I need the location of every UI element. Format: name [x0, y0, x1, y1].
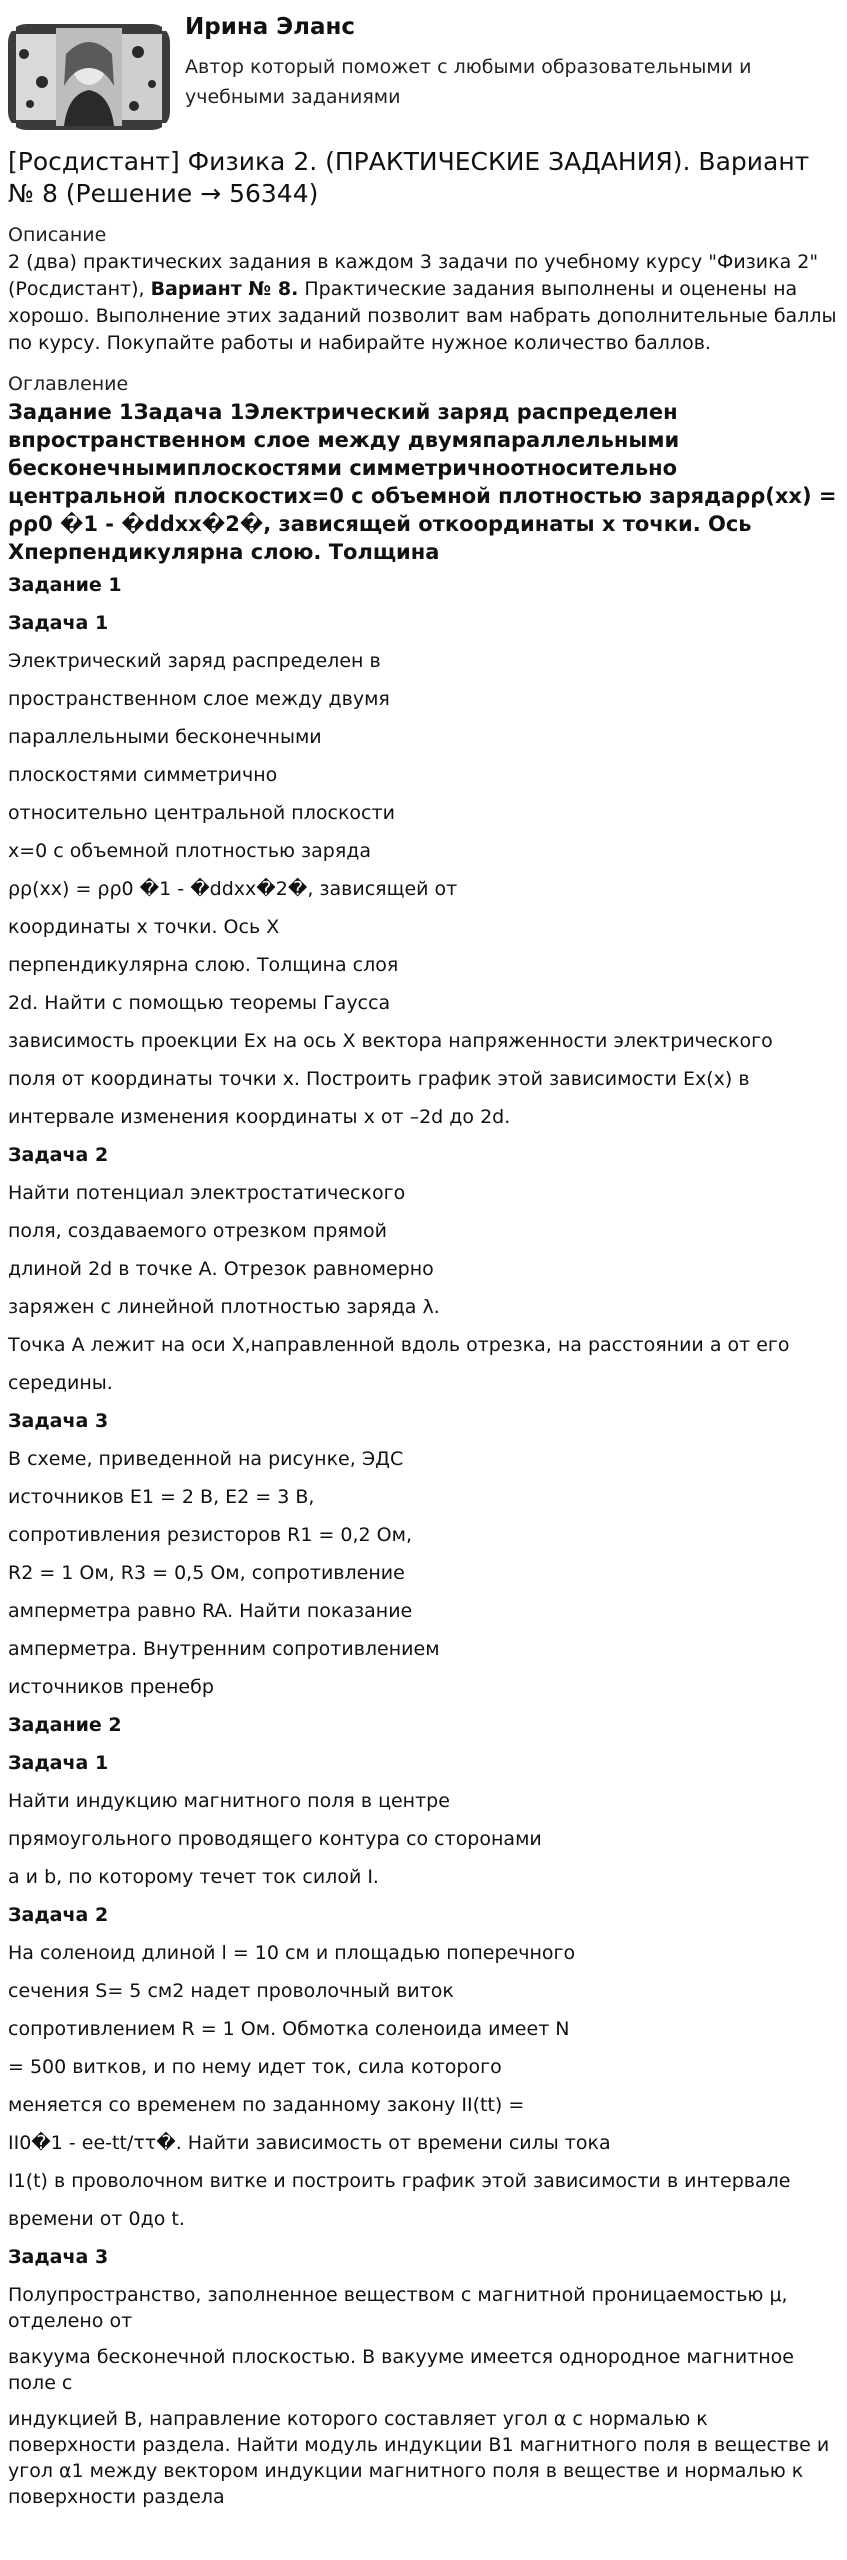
text-line: = 500 витков, и по нему идет ток, сила которого: [8, 2056, 502, 2078]
text-line: 2d. Найти с помощью теоремы Гаусса: [8, 992, 391, 1014]
text-line: координаты x точки. Ось X: [8, 916, 280, 938]
text-line: пространственном слое между двумя: [8, 688, 390, 710]
assignment-2: [8, 1706, 838, 2516]
text-line: поля, создаваемого отрезком прямой: [8, 1220, 388, 1242]
task-2-3-title: Задача 3: [8, 2246, 109, 2268]
task-1-2-text: [8, 1174, 838, 1402]
task-1-2-title: Задача 2: [8, 1144, 109, 1166]
text-line: зависимость проекции Ex на ось X вектора напряженности электрического: [8, 1030, 773, 1052]
text-line: На соленоид длиной l = 10 см и площадью поперечного: [8, 1942, 576, 1964]
author-card: [8, 8, 838, 128]
task-2-2-text: [8, 1934, 838, 2238]
text-line: сопротивления резисторов R1 = 0,2 Ом,: [8, 1524, 413, 1546]
task-2-3-text: [8, 2276, 838, 2516]
text-line: относительно центральной плоскости: [8, 802, 395, 824]
description-label: Описание: [8, 224, 107, 246]
text-line: длиной 2d в точке А. Отрезок равномерно: [8, 1258, 434, 1280]
text-line: сечения S= 5 см2 надет проволочный виток: [8, 1980, 454, 2002]
text-line: Электрический заряд распределен в: [8, 650, 381, 672]
text-line: источников E1 = 2 В, E2 = 3 В,: [8, 1486, 315, 1508]
text-line: I1(t) в проволочном витке и построить график этой зависимости в интервале: [8, 2170, 791, 2192]
text-line: меняется со временем по заданному закону II(tt) =: [8, 2094, 525, 2116]
task-2-2-title: Задача 2: [8, 1904, 109, 1926]
text-line: Точка А лежит на оси X,направленной вдоль отрезка, на расстоянии a от его: [8, 1334, 790, 1356]
text-line: вакуума бесконечной плоскостью. В вакууме имеется однородное магнитное поле с: [8, 2346, 794, 2394]
text-line: прямоугольного проводящего контура со сторонами: [8, 1828, 542, 1850]
task-1-3-title: Задача 3: [8, 1410, 109, 1432]
assignment-2-title: Задание 2: [8, 1714, 122, 1736]
text-line: индукцией B, направление которого составляет угол α с нормалью к поверхности раздела. Найти модуль индукции B1 магнитного поля в веществе и угол α1 между вектором индукции магнитного поля в веществе и нормалью к поверхности раздела: [8, 2408, 830, 2508]
task-1-3-text: [8, 1440, 838, 1706]
text-line: параллельными бесконечными: [8, 726, 322, 748]
text-line: источников пренебр: [8, 1676, 214, 1698]
text-line: амперметра равно RA. Найти показание: [8, 1600, 413, 1622]
description-pre: 2 (два) практических задания в каждом 3 задачи по учебному курсу "Физика 2" (Росдистант),: [8, 251, 819, 300]
text-line: сопротивлением R = 1 Ом. Обмотка соленоида имеет N: [8, 2018, 570, 2040]
text-line: a и b, по которому течет ток силой I.: [8, 1866, 379, 1888]
toc-label: Оглавление: [8, 373, 129, 395]
description-text: [8, 249, 838, 357]
text-line: ρρ(xx) = ρρ0 �1 - �ddxx�2�, зависящей от: [8, 878, 458, 900]
task-2-1-title: Задача 1: [8, 1752, 109, 1774]
author-avatar[interactable]: [8, 24, 170, 130]
assignment-1-title: Задание 1: [8, 574, 122, 596]
author-description: Автор который поможет с любыми образовательными и учебными заданиями: [185, 56, 752, 108]
text-line: x=0 с объемной плотностью заряда: [8, 840, 372, 862]
text-line: R2 = 1 Ом, R3 = 0,5 Ом, сопротивление: [8, 1562, 405, 1584]
assignment-1: [8, 566, 838, 1706]
toc-entry: Задание 1Задача 1Электрический заряд распределен впространственном слое между двумяпараллельными бесконечнымиплоскостями симметричноотносительно центральной плоскостиx=0 с объемной плотностью зарядаρρ(xx) = ρρ0 �1 - �ddxx�2�, зависящей откоординаты x точки. Ось Xперпендикулярна слою. Толщина: [8, 400, 837, 564]
document-title: [Росдистант] Физика 2. (ПРАКТИЧЕСКИЕ ЗАДАНИЯ). Вариант № 8 (Решение → 56344): [8, 147, 810, 208]
text-line: поля от координаты точки x. Построить график этой зависимости Ex(x) в: [8, 1068, 750, 1090]
text-line: интервале изменения координаты x от –2d до 2d.: [8, 1106, 511, 1128]
text-line: плоскостями симметрично: [8, 764, 278, 786]
text-line: Найти потенциал электростатического: [8, 1182, 406, 1204]
task-1-1-title: Задача 1: [8, 612, 109, 634]
text-line: времени от 0до t.: [8, 2208, 185, 2230]
task-2-1-text: [8, 1782, 838, 1896]
text-line: середины.: [8, 1372, 113, 1394]
text-line: заряжен с линейной плотностью заряда λ.: [8, 1296, 440, 1318]
author-name[interactable]: Ирина Эланс: [185, 14, 356, 40]
text-line: II0�1 - ee-tt/ττ�. Найти зависимость от времени силы тока: [8, 2132, 611, 2154]
text-line: амперметра. Внутренним сопротивлением: [8, 1638, 440, 1660]
text-line: В схеме, приведенной на рисунке, ЭДС: [8, 1448, 404, 1470]
text-line: Полупространство, заполненное веществом с магнитной проницаемостью μ, отделено от: [8, 2284, 788, 2332]
description-post: Практические задания выполнены и оценены на хорошо. Выполнение этих заданий позволит вам набрать дополнительные баллы по курсу. Покупайте работы и набирайте нужное количество баллов.: [8, 278, 837, 354]
task-1-1-text: [8, 642, 838, 1136]
text-line: Найти индукцию магнитного поля в центре: [8, 1790, 450, 1812]
description-variant: Вариант № 8.: [150, 278, 299, 300]
text-line: перпендикулярна слою. Толщина слоя: [8, 954, 399, 976]
document-content: [8, 146, 838, 2516]
